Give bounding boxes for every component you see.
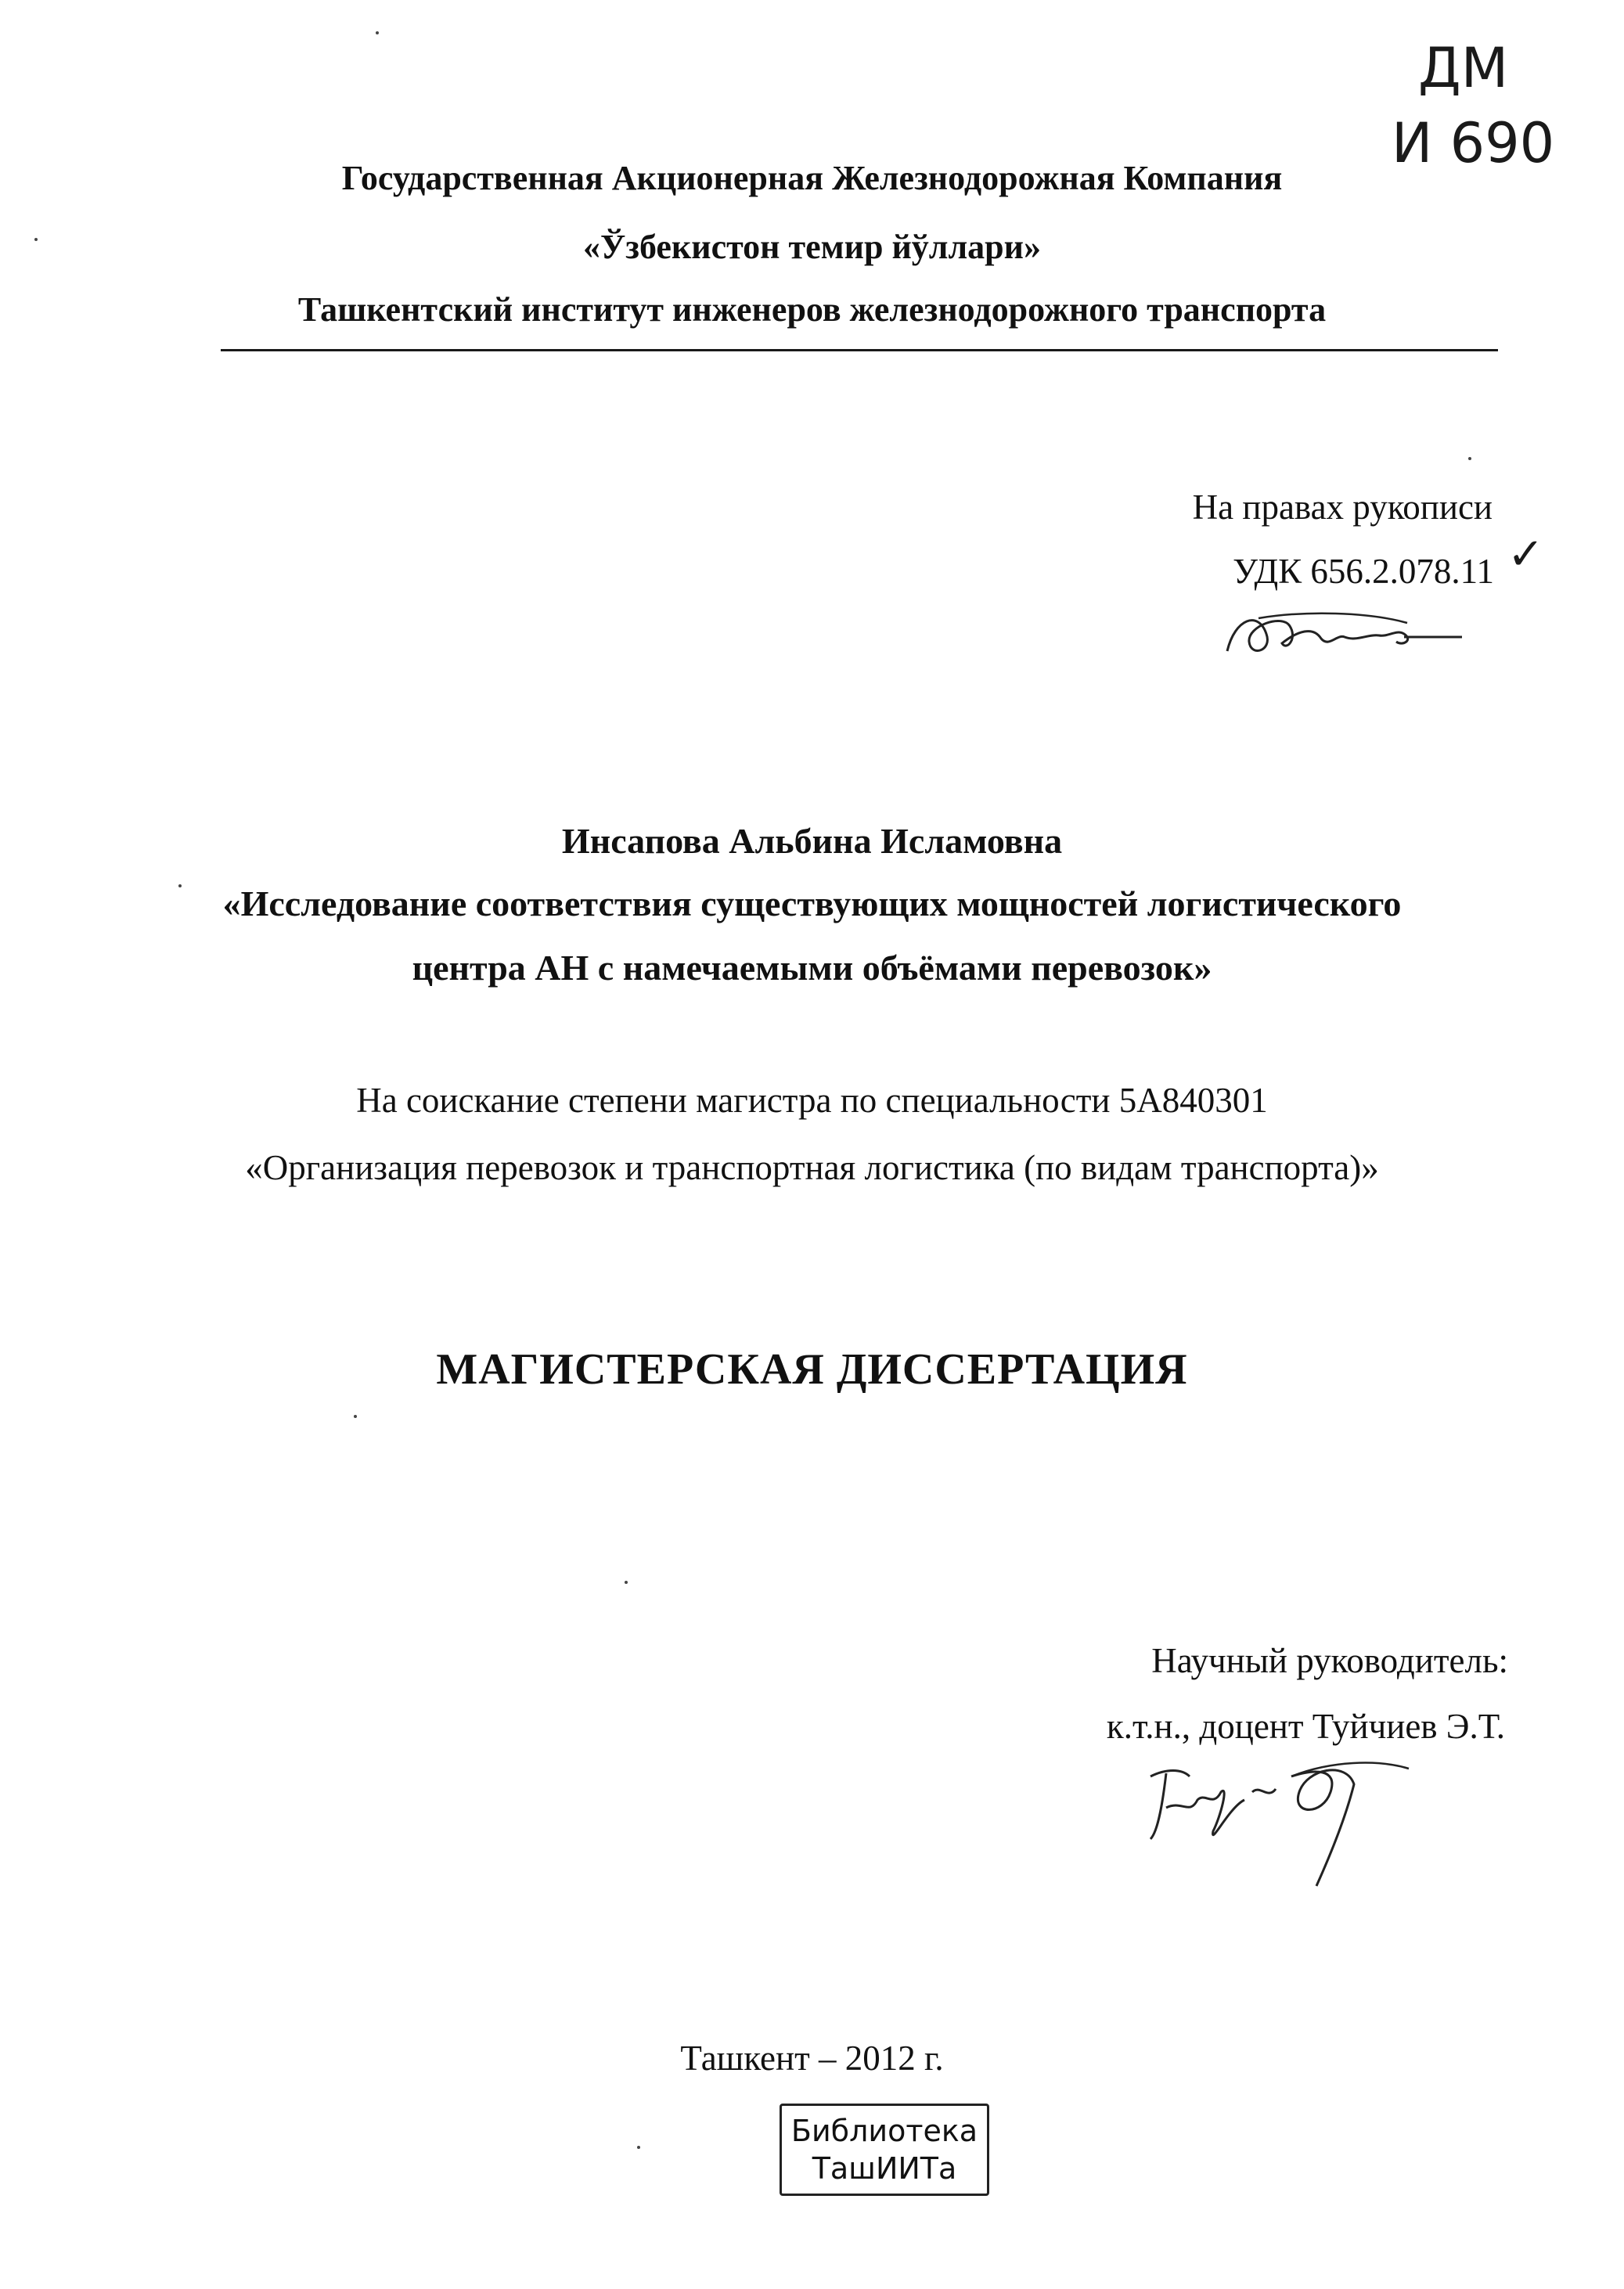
scan-speck [376,31,379,34]
library-stamp-line1: Библиотека [790,2114,978,2148]
author-name: Инсапова Альбина Исламовна [561,821,1063,861]
library-stamp-line2: ТашИИТа [812,2151,957,2186]
signature-icon [1212,603,1470,665]
supervisor-name: к.т.н., доцент Туйчиев Э.Т. [1106,1707,1505,1746]
archive-mark-number: И 690 [1392,111,1555,175]
rights-label: На правах рукописи [1192,488,1493,527]
scan-speck [637,2146,640,2149]
supervisor-signature-icon [1135,1745,1417,1902]
scan-speck [178,884,182,887]
header-divider [221,349,1498,351]
archive-mark-code: ДМ [1418,36,1509,100]
thesis-title-line1: «Исследование соответствия существующих мощностей логистического [222,884,1402,923]
organization-name-uzbek: «Ўзбекистон темир йўллари» [582,228,1042,266]
scan-speck [354,1415,357,1418]
organization-name: Государственная Акционерная Железнодорожная Компания [341,159,1283,197]
library-stamp [780,2104,989,2196]
thesis-title-line2: центра АН с намечаемыми объёмами перевозок» [412,948,1212,988]
scan-speck [34,238,38,241]
scan-speck [625,1581,628,1584]
document-type-heading: МАГИСТЕРСКАЯ ДИССЕРТАЦИЯ [436,1345,1188,1394]
degree-line1: На соискание степени магистра по специальности 5А840301 [356,1081,1268,1120]
institute-name: Ташкентский институт инженеров железнодорожного транспорта [297,290,1327,329]
degree-line2: «Организация перевозок и транспортная логистика (по видам транспорта)» [245,1148,1379,1187]
supervisor-label: Научный руководитель: [1151,1641,1508,1680]
check-mark-icon: ✓ [1507,529,1544,580]
place-year: Ташкент – 2012 г. [680,2039,944,2078]
scan-speck [1468,457,1471,460]
udc-code: УДК 656.2.078.11 [1233,552,1494,591]
